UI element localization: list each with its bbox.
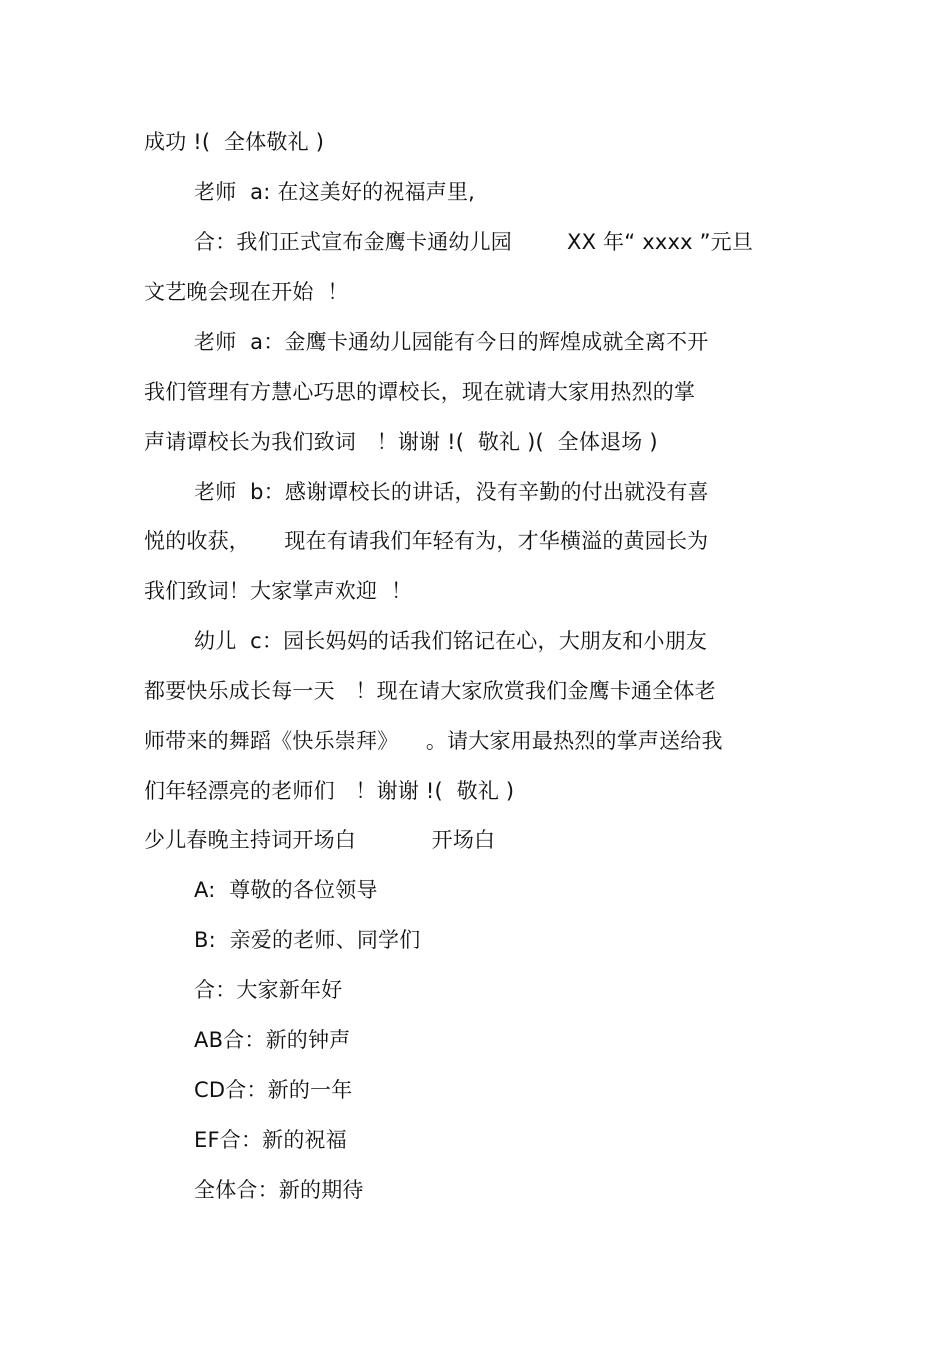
text-line: 声请谭校长为我们致词 ！谢谢 !( 敬礼 )( 全体退场 ): [144, 430, 658, 454]
text-line: 师带来的舞蹈《快乐崇拜》 。请大家用最热烈的掌声送给我: [144, 729, 723, 753]
text-line: B: 亲爱的老师、同学们: [194, 928, 421, 952]
text-line: 老师 b：感谢谭校长的讲话，没有辛勤的付出就没有喜: [194, 480, 709, 504]
text-line: 都要快乐成长每一天 ！现在请大家欣赏我们金鹰卡通全体老: [144, 679, 716, 703]
text-line: 悦的收获， 现在有请我们年轻有为，才华横溢的黄园长为: [144, 529, 709, 553]
text-line: 全体合：新的期待: [194, 1178, 364, 1202]
section-heading: 少儿春晚主持词开场白 开场白: [144, 828, 496, 852]
text-line: EF合：新的祝福: [194, 1128, 347, 1152]
text-line: 老师 a: 在这美好的祝福声里,: [194, 180, 476, 204]
text-line: 们年轻漂亮的老师们 ！谢谢 !( 敬礼 ): [144, 779, 515, 803]
text-line: 成功 !( 全体敬礼 ): [144, 130, 325, 154]
text-line: CD合：新的一年: [194, 1078, 353, 1102]
text-line: A: 尊敬的各位领导: [194, 878, 378, 902]
text-line: 老师 a：金鹰卡通幼儿园能有今日的辉煌成就全离不开: [194, 330, 709, 354]
text-line: AB合：新的钟声: [194, 1028, 351, 1052]
text-line: 文艺晚会现在开始 ！: [144, 280, 349, 304]
text-line: 合：大家新年好: [194, 978, 343, 1002]
text-line: 我们致词！大家掌声欢迎 ！: [144, 579, 413, 603]
text-line: 合：我们正式宣布金鹰卡通幼儿园 XX 年“ xxxx ”元旦: [194, 230, 754, 254]
text-line: 幼儿 c：园长妈妈的话我们铭记在心，大朋友和小朋友: [194, 629, 708, 653]
text-line: 我们管理有方慧心巧思的谭校长，现在就请大家用热烈的掌: [144, 380, 696, 404]
